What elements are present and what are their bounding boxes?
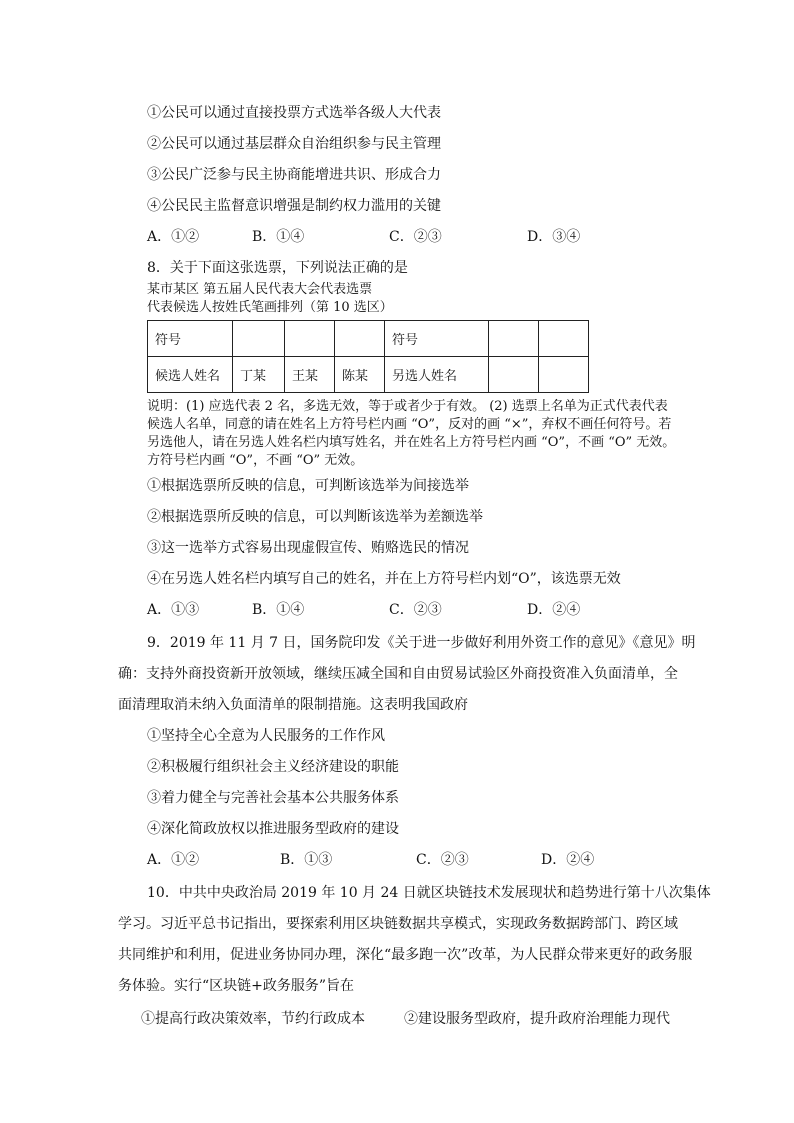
q8-option-d[interactable]: D．②④ [527, 602, 581, 618]
ballot-subtitle: 代表候选人按姓氏笔画排列（第 10 选区） [147, 300, 393, 315]
q7-statement-1: ①公民可以通过直接投票方式选举各级人大代表 [147, 105, 441, 121]
q8-statement-2: ②根据选票所反映的信息，可以判断该选举为差额选举 [147, 509, 483, 525]
q9-option-d[interactable]: D．②④ [541, 852, 595, 868]
ballot-name-row [148, 357, 589, 393]
q10-stem-line-2: 学习。习近平总书记指出，要探索利用区块链数据共享模式，实现政务数据跨部门、跨区域 [118, 916, 678, 932]
candidate-name-1: 丁某 [233, 357, 285, 393]
candidate-name-2: 王某 [285, 357, 335, 393]
write-in-cell-2[interactable] [539, 357, 589, 393]
q9-option-c[interactable]: C．②③ [416, 852, 469, 868]
q8-option-b[interactable]: B．①④ [252, 602, 305, 618]
q7-option-d[interactable]: D．③④ [527, 229, 581, 245]
symbol-cell-3[interactable] [335, 321, 385, 357]
candidate-name-label: 候选人姓名 [148, 357, 233, 393]
q9-statement-2: ②积极履行组织社会主义经济建设的职能 [147, 759, 399, 775]
symbol-cell-1[interactable] [233, 321, 285, 357]
q7-statement-4: ④公民民主监督意识增强是制约权力滥用的关键 [147, 198, 441, 214]
candidate-name-3: 陈某 [335, 357, 385, 393]
ballot-note-line-3: 另选他人，请在另选人姓名栏内填写姓名，并在姓名上方符号栏内画 “O”，不画 “O” 无效。 [147, 435, 676, 450]
symbol-cell-4[interactable] [489, 321, 539, 357]
symbol-cell-5[interactable] [539, 321, 589, 357]
q8-option-c[interactable]: C．②③ [389, 602, 442, 618]
q8-option-a[interactable]: A．①③ [147, 602, 200, 618]
q9-statement-1: ①坚持全心全意为人民服务的工作作风 [147, 728, 385, 744]
q7-option-a[interactable]: A．①② [147, 229, 200, 245]
q7-statement-3: ③公民广泛参与民主协商能增进共识、形成合力 [147, 167, 441, 183]
q9-statement-4: ④深化简政放权以推进服务型政府的建设 [147, 821, 399, 837]
symbol-cell-2[interactable] [285, 321, 335, 357]
q8-stem: 8．关于下面这张选票，下列说法正确的是 [147, 260, 408, 276]
q9-stem-line-2: 确：支持外商投资新开放领域，继续压减全国和自由贸易试验区外商投资准入负面清单，全 [118, 666, 678, 682]
q7-option-b[interactable]: B．①④ [252, 229, 305, 245]
q10-stem-line-1: 10．中共中央政治局 2019 年 10 月 24 日就区块链技术发展现状和趋势进行第十八次集体 [147, 885, 711, 901]
symbol-label-2: 符号 [385, 321, 489, 357]
q7-statement-2: ②公民可以通过基层群众自治组织参与民主管理 [147, 136, 441, 152]
q9-statement-3: ③着力健全与完善社会基本公共服务体系 [147, 790, 399, 806]
ballot-note-line-4: 方符号栏内画 “O”，不画 “O” 无效。 [147, 453, 364, 468]
q10-stem-line-3: 共同维护和利用，促进业务协同办理，深化“最多跑一次”改革，为人民群众带来更好的政务服 [118, 947, 693, 963]
ballot-note-line-1: 说明：(1) 应选代表 2 名，多选无效，等于或者少于有效。 (2) 选票上名单为正式代表代表 [147, 399, 668, 414]
ballot-title: 某市某区 第五届人民代表大会代表选票 [147, 282, 373, 297]
q9-option-b[interactable]: B．①③ [280, 852, 333, 868]
q8-statement-3: ③这一选举方式容易出现虚假宣传、贿赂选民的情况 [147, 540, 469, 556]
q9-stem-line-3: 面清理取消未纳入负面清单的限制措施。这表明我国政府 [118, 697, 468, 713]
q10-stem-line-4: 务体验。实行“区块链+政务服务”旨在 [118, 978, 355, 994]
write-in-cell-1[interactable] [489, 357, 539, 393]
ballot-note-line-2: 候选人名单，同意的请在姓名上方符号栏内画 “O”，反对的画 “×”，弃权不画任何符号。若 [147, 417, 672, 432]
q7-option-c[interactable]: C．②③ [389, 229, 442, 245]
write-in-name-label: 另选人姓名 [385, 357, 489, 393]
ballot-symbol-row [148, 321, 589, 357]
q10-statement-1: ①提高行政决策效率，节约行政成本 [141, 1011, 365, 1027]
q8-statement-4: ④在另选人姓名栏内填写自己的姓名，并在上方符号栏内划“O”，该选票无效 [147, 571, 621, 587]
symbol-label: 符号 [148, 321, 233, 357]
q10-statement-2: ②建设服务型政府，提升政府治理能力现代 [404, 1011, 670, 1027]
ballot-table [147, 320, 589, 393]
q9-option-a[interactable]: A．①② [147, 852, 200, 868]
q9-stem-line-1: 9．2019 年 11 月 7 日，国务院印发《关于进一步做好利用外资工作的意见》《意见》明 [147, 635, 696, 651]
q8-statement-1: ①根据选票所反映的信息，可判断该选举为间接选举 [147, 478, 469, 494]
